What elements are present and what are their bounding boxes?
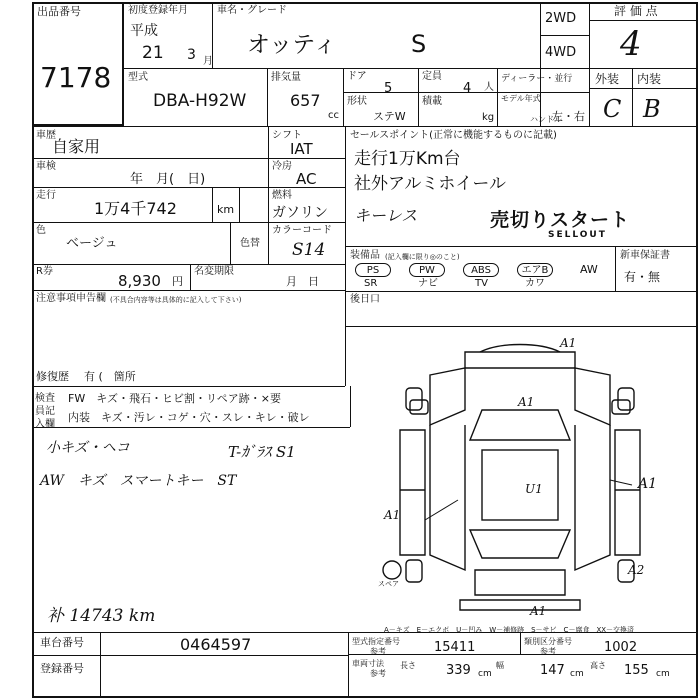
equip-abs: ABS [463,263,499,277]
displacement-label: 排気量 [271,72,301,83]
damage-mark-3: U1 [525,482,543,496]
left-rear-wheel [406,560,422,582]
color-code: S14 [292,240,326,260]
divider [32,290,345,291]
model-label: 型式 [128,72,148,83]
registration-label: 登録番号 [40,662,84,675]
cargo-unit: kg [482,112,495,123]
selling-point-3: キーレス [354,206,418,225]
repair-label: 修復歴 [36,370,69,383]
later-notes-label: 後日口 [350,294,380,305]
divider [343,68,344,126]
windshield [470,410,570,440]
capacity-unit: 人 [484,82,494,93]
first-reg-label: 初度登録年月 [128,5,188,16]
cargo-label: 積載 [422,96,442,107]
lot-number: 7178 [40,61,112,94]
damage-legend: A－キズ E－エクボ U－凹み W－補修跡 S－サビ C－腐食 XX－交換済 [384,626,635,634]
inspector-interior-row: 内装 キズ・汚レ・コゲ・穴・スレ・キレ・破レ [68,411,310,424]
ac-label: 冷房 [272,161,292,172]
new-warranty-label: 新車保証書 [620,250,670,261]
color-code-label: カラーコード [272,225,332,236]
divider [124,68,589,69]
rear-window [470,530,570,558]
displacement: 657 [290,91,321,110]
handwritten-note-1: 小キズ・ヘコ [46,440,130,456]
divider [343,92,589,93]
exterior-grade: C [603,95,622,123]
equip-ps: PS [355,263,391,277]
color-change-label: 色替 [240,238,260,249]
handwritten-note-2: AW キズ スマートキー ST [40,473,237,489]
handwritten-note-3: T-ｶﾞﾗｽ S1 [228,443,296,461]
divider [589,88,698,89]
history-label: 車歴 [36,130,56,141]
divider [348,632,349,698]
category: 1002 [604,640,638,655]
ref-label-3: 参考 [370,669,386,678]
capacity-label: 定員 [422,71,442,82]
damage-mark-7: A1 [530,604,547,618]
type-designation: 15411 [434,640,476,655]
height-label: 高さ [590,661,606,670]
hood-outline [465,352,575,368]
equip-aw: AW [580,263,598,276]
repair-value: 有 ( 箇所 [84,370,136,383]
recycle-label: R券 [36,266,53,277]
car-name: オッティ [247,32,337,58]
lot-label: 出品番号 [37,5,81,18]
model-year-label: モデル年式 [501,94,541,103]
divider [100,632,101,698]
inspector-label: 検査員記入欄 [35,393,55,430]
mileage-unit: km [217,203,235,216]
divider [540,2,541,126]
displacement-unit: cc [328,110,339,121]
chassis-number: 0464597 [180,635,252,654]
reg-month: 3 [187,47,196,63]
roof [482,450,558,520]
handle: 左・右 [552,110,585,123]
equip-pw: PW [409,263,445,277]
right-body [575,425,610,570]
fuel: ガソリン [272,205,328,221]
category-label: 類別区分番号 [524,637,572,646]
shift: IAT [290,140,313,158]
spare-tire [383,561,401,579]
interior-grade: B [643,95,661,123]
shift-label: シフト [272,130,302,141]
damage-mark-4: A1 [638,476,658,492]
sellout-stamp-text: 売切りスタート [490,209,631,231]
divider [632,68,633,126]
divider [32,427,350,428]
width-unit: cm [570,669,584,679]
equip-tv: TV [475,278,488,289]
exterior-label: 外装 [595,72,620,86]
recycle-unit: 円 [172,275,183,288]
rear-bumper [460,600,580,610]
history: 自家用 [52,137,101,156]
damage-mark-6: A2 [628,563,645,577]
grade: S [411,30,427,58]
equipment-hint: (記入欄に限り◎のこと) [385,253,460,261]
front-bumper [480,345,560,353]
width-label: 幅 [496,661,504,670]
ac: AC [296,170,317,188]
divider [32,187,345,188]
inspector-fw-row: FW キズ・飛石・ヒビ割・リペア跡・×要 [68,392,281,405]
divider [190,264,191,290]
divider [32,655,348,656]
left-front-fender [430,368,465,425]
equip-leather: カワ [525,278,545,289]
equipment-label: 装備品 [350,250,380,261]
divider [615,246,616,291]
divider [230,222,231,264]
divider [32,126,698,127]
drive-2wd: 2WD [545,11,577,26]
left-mirror [410,400,428,414]
selling-point-1: 走行1万Km台 [354,149,461,169]
interior-label: 内装 [637,72,662,86]
type-designation-label: 型式指定番号 [352,637,400,646]
divider [32,264,345,265]
divider [589,68,698,69]
recycle: 8,930 [118,272,161,290]
right-front-fender [575,368,610,425]
divider [32,386,345,387]
selling-points-label: セールスポイント(正常に機能するものに記載) [350,130,557,141]
shape: ステW [373,110,406,123]
sellout-stamp [490,203,642,243]
warranty: 有・無 [624,270,661,284]
right-front-wheel [618,388,634,410]
height-unit: cm [656,669,670,679]
left-body [430,425,465,570]
equip-navi: ナビ [418,278,438,289]
damage-mark-5: A1 [384,508,401,522]
divider [348,654,698,655]
notes-hint: (不具合内容等は具体的に記入して下さい) [110,296,242,304]
doors: 5 [384,81,393,96]
damage-mark-1: A1 [560,336,577,350]
equip-sr: SR [364,278,378,289]
spare-label: スペア [378,580,399,588]
reg-month-unit: 月 [203,56,213,67]
inspection-label: 車検 [36,161,56,172]
tailgate [475,570,565,595]
color-label: 色 [36,225,46,236]
era: 平成 [130,23,158,39]
divider [345,246,698,247]
divider [268,126,269,264]
shape-label: 形状 [347,96,367,107]
damage-mark-2: A1 [518,395,535,409]
dealer-label: ディーラー・並行 [501,74,573,84]
divider [350,386,351,427]
inspection: 年 月( 日) [130,172,206,187]
divider [32,222,345,223]
score-label: 評 価 点 [614,4,658,18]
dims-label: 車両寸法 [352,659,384,668]
sellout-stamp-sub: SELLOUT [548,230,607,240]
left-side-panel [400,430,425,555]
equip-airbag: エアB [517,263,553,277]
divider [540,35,589,36]
divider [497,68,498,126]
right-side-panel [615,430,640,555]
left-front-wheel [406,388,422,410]
chassis-label: 車台番号 [40,636,84,649]
doors-label: ドア [347,71,367,82]
divider [345,326,698,327]
ref-label-1: 参考 [370,647,386,656]
model: DBA-H92W [153,91,247,111]
notes-label: 注意事項申告欄 [36,293,106,304]
divider [212,187,213,222]
length-unit: cm [478,669,492,679]
width: 147 [540,663,565,678]
divider [32,632,698,633]
height: 155 [624,663,649,678]
ref-label-2: 参考 [540,647,556,656]
reg-year: 21 [142,43,164,63]
divider [418,68,419,126]
capacity: 4 [463,81,472,96]
divider [345,126,346,386]
length: 339 [446,663,471,678]
divider [520,632,521,654]
score: 4 [620,24,642,64]
drive-4wd: 4WD [545,45,577,60]
right-mirror [612,400,630,414]
name-change-label: 名変期限 [194,266,234,277]
handwritten-note-4: 补 14743 km [47,606,156,626]
name-change-value: 月 日 [286,275,319,288]
mileage: 1万4千742 [94,199,177,218]
divider [589,20,698,21]
mileage-label: 走行 [36,190,56,201]
name-label: 車名・グレード [217,5,287,16]
car-damage-diagram [370,330,670,630]
selling-point-2: 社外アルミホイール [354,174,506,194]
length-label: 長さ [400,661,416,670]
divider [267,68,268,126]
divider [32,158,345,159]
handle-label: ハンドル [530,115,562,124]
fuel-label: 燃料 [272,190,292,201]
divider [239,187,240,222]
color: ベージュ [66,236,118,251]
divider [345,291,698,292]
